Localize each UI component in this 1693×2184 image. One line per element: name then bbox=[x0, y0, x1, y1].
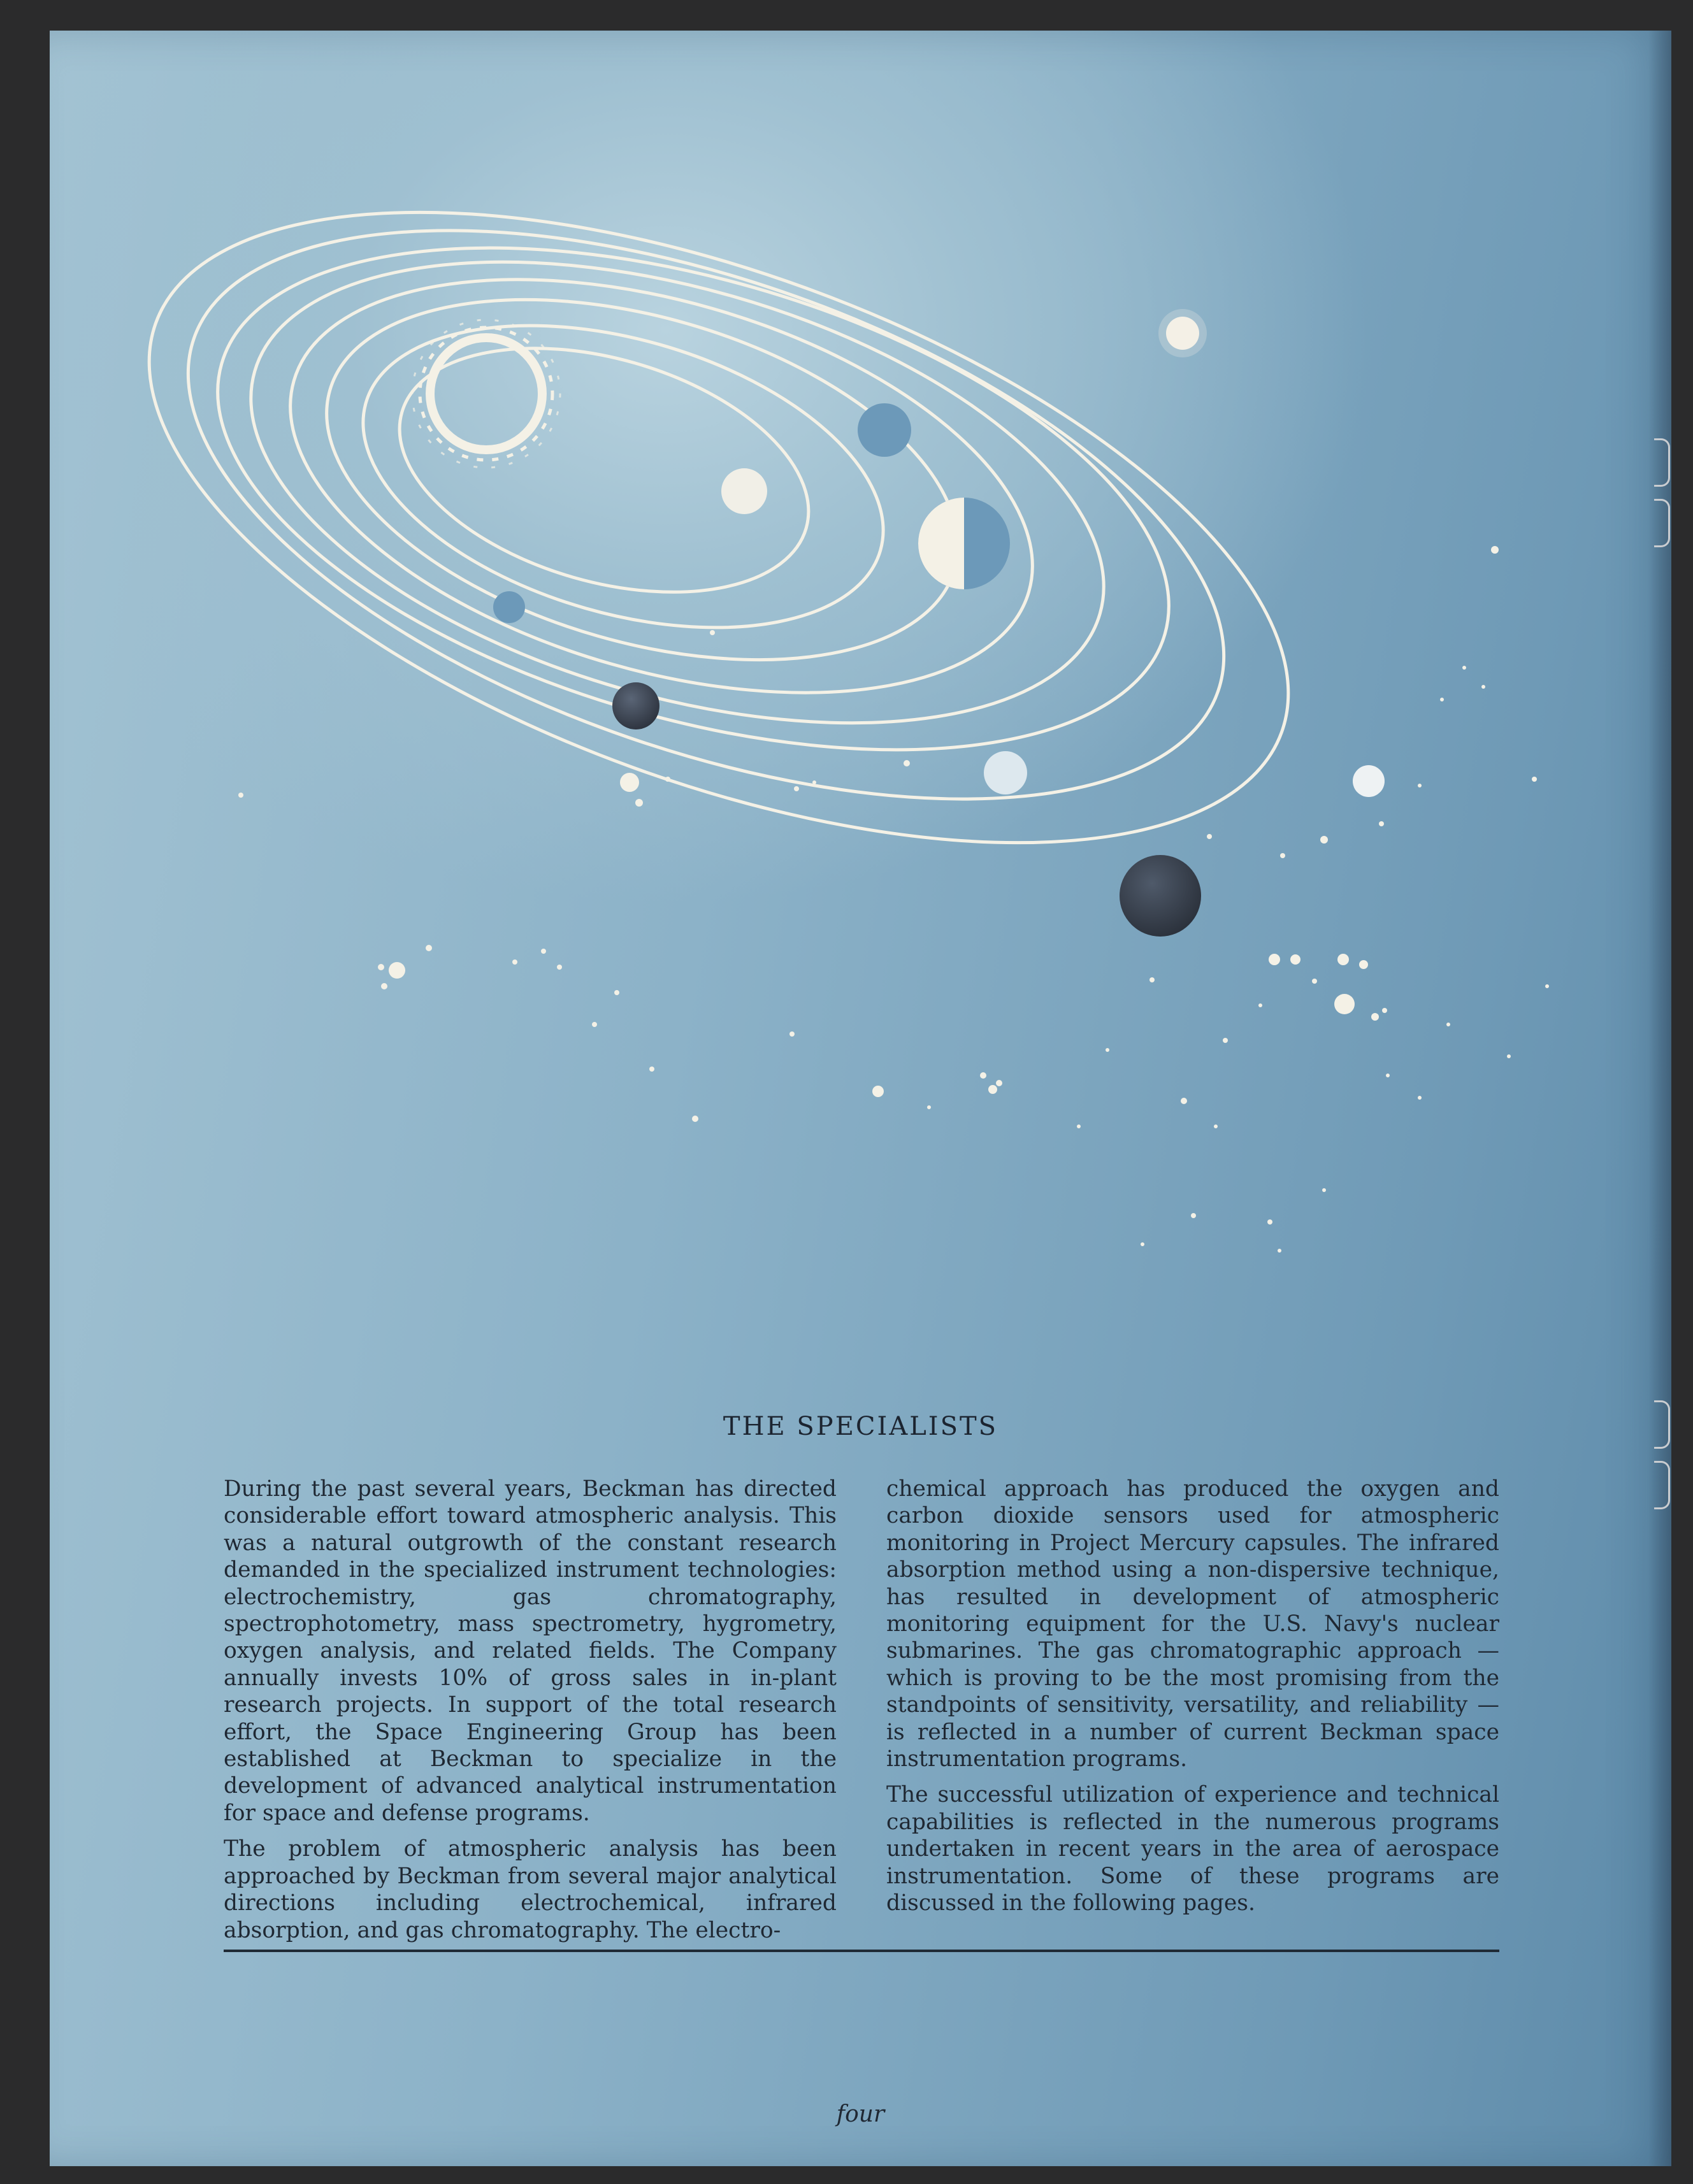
text-column-right bbox=[886, 1476, 1499, 1926]
binding-clip bbox=[1654, 438, 1670, 487]
binding-clip bbox=[1654, 499, 1670, 547]
planets bbox=[493, 309, 1385, 937]
solar-system-illustration bbox=[50, 31, 1671, 1369]
text-column-left bbox=[224, 1476, 837, 1953]
body-paragraph: During the past several years, Beckman has directed considerable effort toward atmospheric analysis. This was a natural outgrowth of the constant research demanded in the specialized instrument technologies: electrochemistry, gas chromatography, spectrophotometry, mass spectrometry, hygrometry, oxygen analysis, and related fields. The Company annually invests 10% of gross sales in in-plant research projects. In support of the total research effort, the Space Engineering Group has been established at Beckman to specialize in the development of advanced analytical instrumentation for space and defense programs. bbox=[224, 1476, 837, 1826]
binding-clip bbox=[1654, 1461, 1670, 1509]
planet bbox=[984, 751, 1027, 794]
body-paragraph: The problem of atmospheric analysis has been approached by Beckman from several major analytical directions including electrochemical, infrared absorption, and gas chromatography. The electro- bbox=[224, 1836, 837, 1943]
half-lit-planet bbox=[918, 498, 1010, 589]
binding-spine bbox=[1648, 31, 1671, 2166]
planet bbox=[612, 682, 659, 729]
planet bbox=[1120, 855, 1201, 937]
planet bbox=[1158, 309, 1207, 357]
body-paragraph: The successful utilization of experience and technical capabilities is reflected in the numerous programs undertaken in recent years in the area of aerospace instrumentation. Some of these programs are discussed in the following pages. bbox=[886, 1782, 1499, 1916]
horizontal-rule bbox=[224, 1950, 1499, 1952]
planet bbox=[858, 403, 911, 457]
body-paragraph: chemical approach has produced the oxygen and carbon dioxide sensors used for atmospheric monitoring in Project Mercury capsules. The infrared absorption method using a non-dispersive technique, has resulted in development of atmospheric monitoring equipment for the U.S. Navy's nuclear submarines. The gas chromatographic approach — which is proving to be the most promising from the standpoints of sensitivity, versatility, and reliability — is reflected in a number of current Beckman space instrumentation programs. bbox=[886, 1476, 1499, 1772]
brochure-page bbox=[50, 31, 1671, 2166]
orbit-rings bbox=[69, 83, 1369, 972]
planet bbox=[493, 591, 525, 623]
planet bbox=[620, 773, 639, 792]
page-title: THE SPECIALISTS bbox=[723, 1412, 998, 1441]
planet bbox=[1353, 765, 1385, 797]
planet bbox=[721, 468, 767, 514]
binding-clip bbox=[1654, 1400, 1670, 1449]
page-number: four bbox=[836, 2101, 885, 2127]
